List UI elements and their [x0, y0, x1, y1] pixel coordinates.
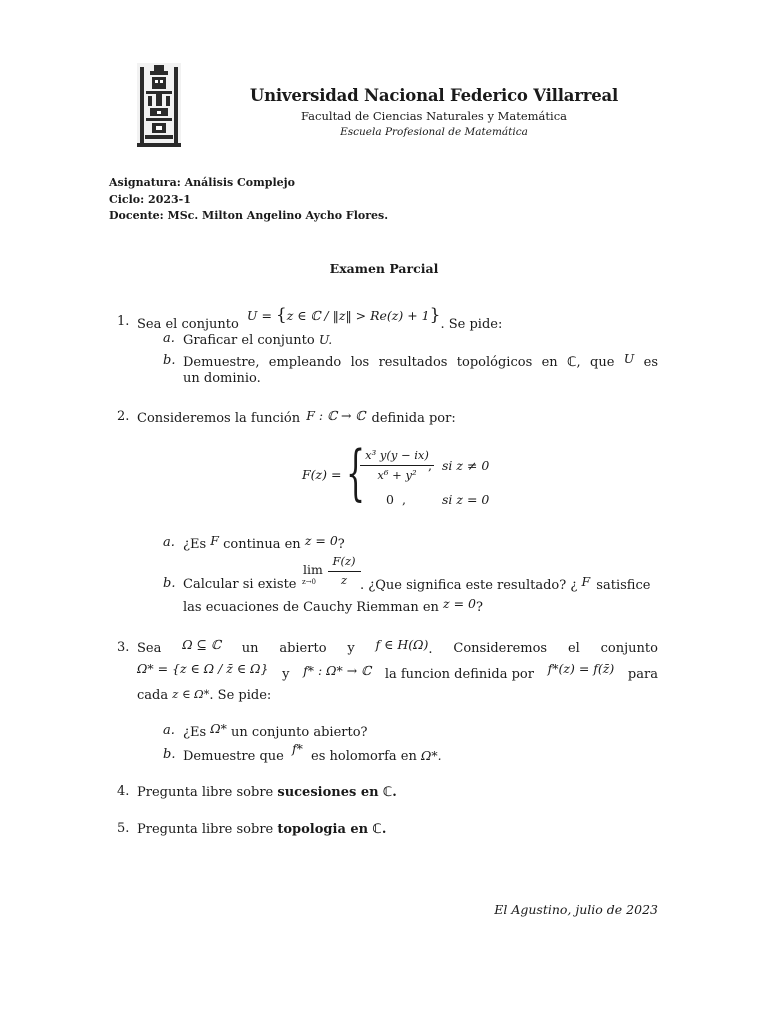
q2-limit-expression: lim z→0 F(z) z [303, 554, 363, 594]
school-name: Escuela Profesional de Matemática [340, 126, 528, 138]
university-logo [137, 63, 181, 147]
q4-number: 4. [117, 784, 130, 799]
q1b-label: b. [163, 353, 176, 368]
q2b-label: b. [163, 576, 176, 591]
q3a-label: a. [163, 723, 175, 738]
q4-text: Pregunta libre sobre sucesiones en ℂ. [137, 785, 397, 800]
q2a-text: ¿Es F continua en z = 0? [183, 533, 345, 552]
q3-line2: Ω* = {z ∈ Ω / z̄ ∈ Ω} y f* : Ω* → ℂ la funcion definida por f*(z) = f(z̄) para [137, 661, 658, 682]
q3a-text: ¿Es Ω* un conjunto abierto? [183, 721, 368, 740]
q2-statement: Consideremos la función F : ℂ → ℂ definida por: [137, 408, 456, 426]
q1a-label: a. [163, 331, 175, 346]
q1b-text-line2: un dominio. [183, 371, 261, 386]
piecewise-brace: { [346, 438, 366, 508]
q2-number: 2. [117, 409, 130, 424]
q2b-text-line2: las ecuaciones de Cauchy Riemman en z = 0? [183, 596, 483, 615]
q3-number: 3. [117, 640, 130, 655]
q3b-text: Demuestre que f* es holomorfa en Ω*. [183, 741, 442, 764]
q1b-text-line1: Demuestre, empleando los resultados topológicos en ℂ, que U es [183, 351, 659, 370]
q1a-text: Graficar el conjunto U. [183, 332, 333, 348]
q5-text: Pregunta libre sobre topologia en ℂ. [137, 822, 387, 837]
q1-set-definition: U = {z ∈ ℂ / ‖z‖ > Re(z) + 1} [246, 305, 441, 325]
exam-title: Examen Parcial [329, 261, 439, 276]
teacher-line: Docente: MSc. Milton Angelino Aycho Flores. [109, 209, 389, 222]
q2b-text-line1-start: Calcular si existe [183, 577, 297, 592]
date-place: El Agustino, julio de 2023 [494, 902, 658, 917]
cycle-line: Ciclo: 2023-1 [109, 193, 191, 206]
q2-piecewise-function: F(z) = { x³ y(y − ix) x⁶ + y² , si z ≠ 0 0 , si z = 0 [302, 438, 490, 508]
faculty-name: Facultad de Ciencias Naturales y Matemática [300, 109, 568, 123]
q2a-label: a. [163, 535, 175, 550]
university-name: Universidad Nacional Federico Villarreal [249, 86, 619, 105]
q3-line3: cada z ∈ Ω*. Se pide: [137, 687, 272, 703]
q3b-label: b. [163, 747, 176, 762]
subject-line: Asignatura: Análisis Complejo [109, 176, 295, 189]
q3-line1: Sea Ω ⊆ ℂ un abierto y f ∈ H(Ω). Consideremos el conjunto [137, 637, 658, 657]
fraction-bar [360, 465, 434, 466]
q1-number: 1. [117, 314, 130, 329]
q5-number: 5. [117, 821, 130, 836]
q1-statement: Sea el conjunto U = {z ∈ ℂ / ‖z‖ > Re(z) + 1}. Se pide: [137, 305, 503, 332]
q2b-text-line1-end: . ¿Que significa este resultado? ¿ F satisfice [360, 574, 651, 593]
